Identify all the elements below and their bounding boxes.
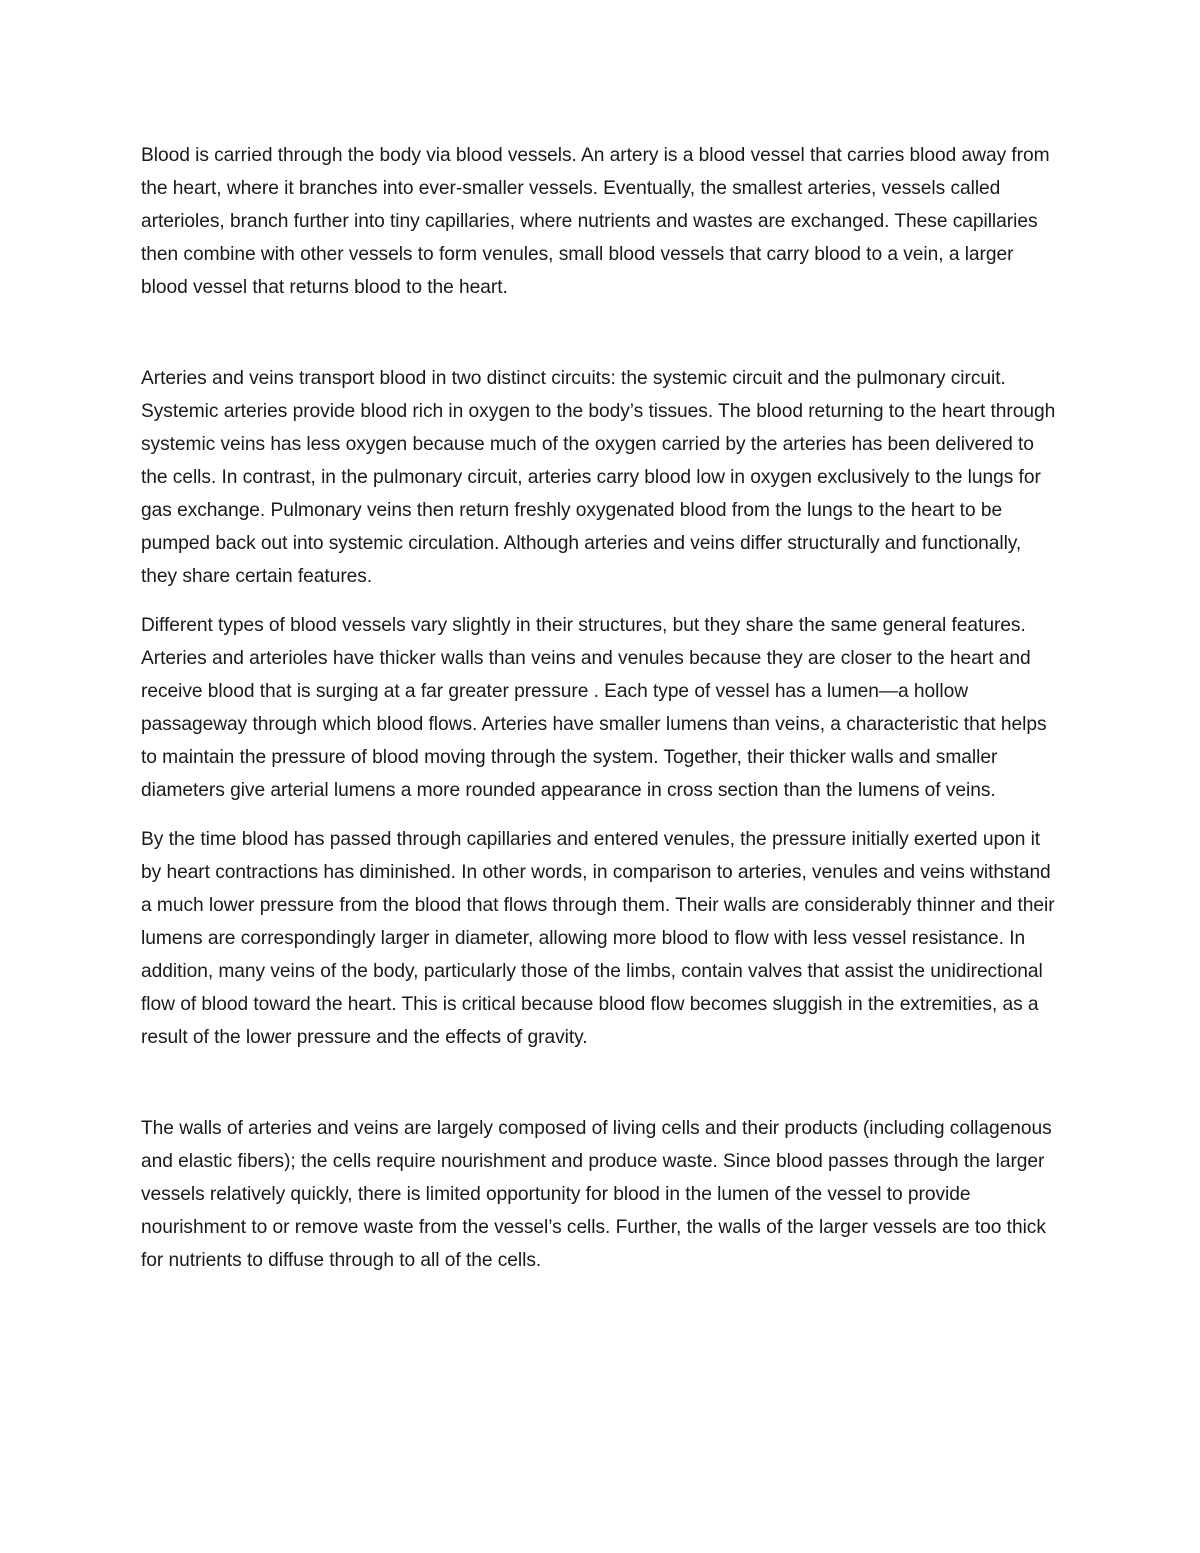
paragraph-vessel-walls: The walls of arteries and veins are largely composed of living cells and their products (including collagenous and elastic fibers); the cells require nourishment and produce waste. Since blood passes through the larger vessels relatively quickly, there is limited opportunity for blood in the lumen of the vessel to provide nourishment to or remove waste from the vessel’s cells. Further, the walls of the larger vessels are too thick for nutrients to diffuse through to all of the cells. xyxy=(141,1118,1052,1271)
paragraph-blood-vessels-overview: Blood is carried through the body via blood vessels. An artery is a blood vessel that carries blood away from the heart, where it branches into ever-smaller vessels. Eventually, the smallest arteries, vessels called arterioles, branch further into tiny capillaries, where nutrients and wastes are exchanged. These capillaries then combine with other vessels to form venules, small blood vessels that carry blood to a vein, a larger blood vessel that returns blood to the heart. xyxy=(141,145,1050,298)
paragraph-circuits: Arteries and veins transport blood in two distinct circuits: the systemic circuit and the pulmonary circuit. Systemic arteries provide blood rich in oxygen to the body’s tissues. The blood returning to the heart through systemic veins has less oxygen because much of the oxygen carried by the arteries has been delivered to the cells. In contrast, in the pulmonary circuit, arteries carry blood low in oxygen exclusively to the lungs for gas exchange. Pulmonary veins then return freshly oxygenated blood from the lungs to the heart to be pumped back out into systemic circulation. Although arteries and veins differ structurally and functionally, they share certain features. xyxy=(141,368,1056,587)
paragraph-venules-and-veins: By the time blood has passed through capillaries and entered venules, the pressure initially exerted upon it by heart contractions has diminished. In other words, in comparison to arteries, venules and veins withstand a much lower pressure from the blood that flows through them. Their walls are considerably thinner and their lumens are correspondingly larger in diameter, allowing more blood to flow with less vessel resistance. In addition, many veins of the body, particularly those of the limbs, contain valves that assist the unidirectional flow of blood toward the heart. This is critical because blood flow becomes sluggish in the extremities, as a result of the lower pressure and the effects of gravity. xyxy=(141,829,1055,1048)
paragraph-vessel-structure: Different types of blood vessels vary slightly in their structures, but they share the same general features. Arteries and arterioles have thicker walls than veins and venules because they are closer to the heart and receive blood that is surging at a far greater pressure . Each type of vessel has a lumen—a hollow passageway through which blood flows. Arteries have smaller lumens than veins, a characteristic that helps to maintain the pressure of blood moving through the system. Together, their thicker walls and smaller diameters give arterial lumens a more rounded appearance in cross section than the lumens of veins. xyxy=(141,615,1047,801)
document-body xyxy=(141,139,1059,1277)
